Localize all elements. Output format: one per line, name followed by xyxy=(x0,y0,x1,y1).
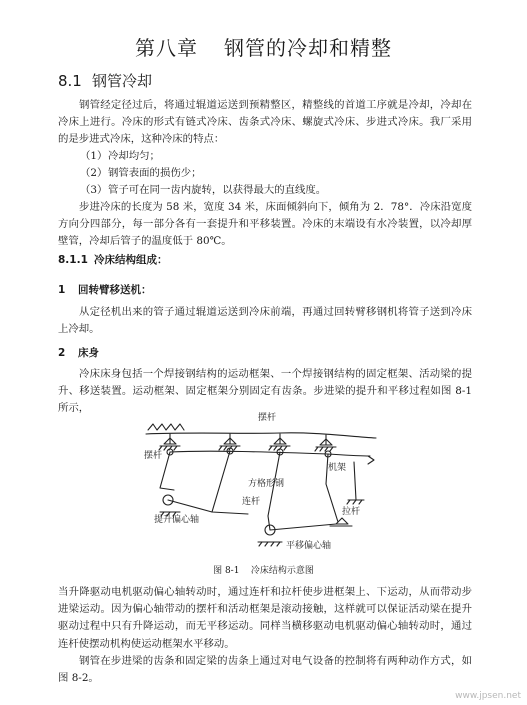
item-heading xyxy=(58,345,99,360)
label-lift-eccentric: 提升偏心轴 xyxy=(154,515,200,525)
subsection-number: 8.1.1 xyxy=(58,254,88,266)
control-paragraph: 钢管在步进梁的齿条和固定梁的齿条上通过对电气设备的控制将有两种动作方式，如图 8-2。 xyxy=(58,655,472,685)
intro-paragraph: 钢管经定径过后，将通过辊道运送到预精整区，精整线的首道工序就是冷却，冷却在冷床上进行。冷床的形式有链式冷床、齿条式冷床、螺旋式冷床、步进式冷床。我厂采用的是步进式冷床，这种冷床的特点： xyxy=(58,99,472,146)
site-watermark: www.jpsen.net xyxy=(455,691,521,701)
label-lagan: 拉杆 xyxy=(342,507,361,517)
feature-item xyxy=(80,165,202,182)
chapter-title xyxy=(0,32,527,61)
feature-item xyxy=(80,148,160,165)
item-title: 床身 xyxy=(78,347,99,359)
label-fangsu: 方格形钢 xyxy=(248,479,285,489)
section-number: 8.1 xyxy=(58,72,82,90)
item-paragraph: 冷床床身包括一个焊接钢结构的运动框架、一个焊接钢结构的固定框架、活动梁的提升、移送装置。运动框架、固定框架分别固定有齿条。步进梁的提升和平移过程如图 8-1 所示， xyxy=(58,368,472,415)
item-heading xyxy=(58,282,152,297)
section-heading xyxy=(58,70,152,91)
rack-teeth xyxy=(148,424,184,430)
drive-paragraph: 当升降驱动电机驱动偏心轴转动时，通过连杆和拉杆使步进框架上、下运动，从而带动步进梁运动。因为偏心轴带动的摆杆和活动框架是滚动接触，这样就可以保证活动梁在提升驱动过程中只有升降运动，而无平移运动。同样当横移驱动电机驱动偏心轴转动时，通过连杆使摆动机构使运动框架水平移动。 xyxy=(58,586,472,650)
cooling-bed-diagram xyxy=(130,404,402,554)
label-baigan-top: 摆杆 xyxy=(258,413,277,423)
item-number: 1 xyxy=(58,284,66,296)
item-number: 2 xyxy=(58,347,66,359)
feature-number: （2） xyxy=(80,167,108,179)
label-baigan-left: 摆杆 xyxy=(144,451,163,461)
feature-number: （1） xyxy=(80,150,108,162)
feature-text: 冷却均匀； xyxy=(108,150,160,162)
tension-rod xyxy=(347,462,364,504)
lower-link xyxy=(170,451,370,456)
feature-item xyxy=(80,182,326,199)
feature-text: 钢管表面的损伤少； xyxy=(108,167,202,179)
figure-number: 图 8-1 xyxy=(213,566,240,576)
chapter-label: 第八章 xyxy=(135,36,198,60)
item-title: 回转臂移送机： xyxy=(78,284,152,296)
section-title: 钢管冷却 xyxy=(92,72,153,90)
feature-number: （3） xyxy=(80,184,108,196)
figure-caption xyxy=(0,563,527,576)
subsection-heading xyxy=(58,252,168,267)
item-paragraph: 从定径机出来的管子通过辊道运送到冷床前端，再通过回转臂移钢机将管子送到冷床上冷却。 xyxy=(58,306,472,336)
subsection-title: 冷床结构组成： xyxy=(94,254,168,266)
label-jixian: 机架 xyxy=(328,463,347,473)
spec-paragraph: 步进冷床的长度为 58 米，宽度 34 米，床面倾斜向下，倾角为 2．78°．冷床沿宽度方向分四部分，每一部分各有一套提升和平移装置。冷床的末端设有水冷装置，以冷却厚壁管，冷却后管子的温度低于 80℃。 xyxy=(58,201,472,248)
chapter-heading: 钢管的冷却和精整 xyxy=(224,36,392,60)
label-translate-eccentric: 平移偏心轴 xyxy=(286,541,332,551)
feature-text: 管子可在同一齿内旋转，以获得最大的直线度。 xyxy=(108,184,327,196)
moving-beam xyxy=(146,433,376,438)
label-liangan: 连杆 xyxy=(242,497,261,507)
figure-title: 冷床结构示意图 xyxy=(250,566,314,576)
